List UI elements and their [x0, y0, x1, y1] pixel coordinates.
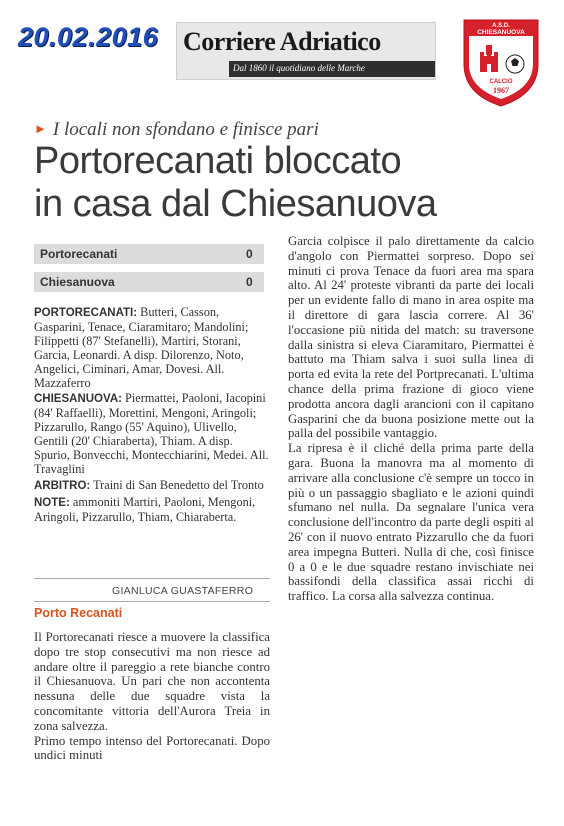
match-lineups: [34, 306, 270, 527]
body-paragraph: Garcia colpisce il palo direttamente da calcio d'angolo con Piermattei sorpreso. Dopo sei minuti ci prova Tenace da fuori area ma spara alto. Al 24' proteste vibranti da parte dei locali per un evidente fallo di mano in area ospite ma il direttore di gara lascia correre. Al 36' l'occasione più nitida del match: su traversone dalla sinistra si eleva Ciaramitaro, Piermattei è battuto ma Thiam salva i suoi sulla linea di porta ed evita la rete del Portprecanati. L'ultima chance della prima frazione di gioco viene prodotta ancora dagli arancioni con il capitano Gasparini che da buona posizione mette out la palla del possibile vantaggio.: [288, 234, 534, 441]
headline-line-1: Portorecanati bloccato: [34, 140, 402, 182]
headline-line-2: in casa dal Chiesanuova: [34, 183, 437, 225]
crest-year-text: 1967: [493, 86, 509, 95]
notes-label: NOTE:: [34, 496, 70, 509]
referee-label: ARBITRO:: [34, 479, 91, 492]
body-paragraph: Il Portorecanati riesce a muovere la classifica dopo tre stop consecutivi ma non riesce ad andare oltre il pareggio a rete bianche contro il Chiesanuova. Un pari che non accontenta nessuna delle due squadre vista la concomitante vittoria dell'Aurora Treia in zona salvezza.: [34, 630, 270, 733]
scoreboard-row: [34, 272, 264, 292]
article-headline: [34, 140, 437, 226]
article-body-right: [288, 234, 534, 604]
article-body-left: [34, 630, 270, 763]
away-lineup-label: CHIESANUOVA:: [34, 393, 122, 406]
divider: [34, 578, 270, 579]
home-lineup-text: Butteri, Casson, Gasparini, Tenace, Ciaramitaro; Mandolini; Filippetti (87' Stefanelli), Martiri, Storani, Garcia, Leonardi. A disp. Dilorenzo, Noto, Angelici, Ciminari, Amar, Dovesi. All. Mazzaferro: [34, 305, 249, 390]
author-byline: GIANLUCA GUASTAFERRO: [112, 585, 254, 597]
body-paragraph: La ripresa è il cliché della prima parte della gara. Buona la manovra ma al momento di arrivare alla conclusione c'è sempre un tocco in più o un passaggio sbagliato e le azioni quindi sfumano nel nulla. Da segnalare l'unica vera conclusione dell'incontro da parte degli ospiti al 26' con il nuovo entrato Pizzarullo che da fuori area impegna Butteri. Nulla di che, così finisce 0 a 0 e le due squadre restano invischiate nei bassifondi della classifica assai ricchi di traffico. La corsa alla salvezza continua.: [288, 441, 534, 604]
publication-date: 20.02.2016: [18, 22, 159, 52]
club-crest-logo: [458, 12, 544, 108]
crest-sport-text: CALCIO: [489, 79, 513, 85]
match-notes: [34, 496, 270, 525]
referee-info: [34, 479, 270, 494]
kicker-arrow-icon: ►: [34, 121, 47, 136]
crest-top-text: A.S.D.: [492, 23, 510, 29]
notes-text: ammoniti Martiri, Paoloni, Mengoni, Aringoli, Pizzarullo, Thiam, Chiaraberta.: [34, 494, 256, 524]
crest-club-name: CHIESANUOVA: [477, 29, 525, 36]
kicker-text: I locali non sfondano e finisce pari: [52, 119, 319, 140]
away-lineup-text: Piermattei, Paoloni, Iacopini (84' Raffaelli), Morettini, Mengoni, Aringoli; Pizzarullo, Rango (55' Aquino), Ulivello, Gentili (20' Chiaraberta), Thiam. A disp. Spurio, Bonvecchi, Montecchiarini, Medei. All. Travaglini: [34, 391, 269, 476]
newspaper-subtitle: Dal 1860 il quotidiano delle Marche: [233, 63, 365, 73]
scoreboard-team: Chiesanuova: [40, 275, 115, 289]
newspaper-title: Corriere Adriatico: [183, 27, 381, 56]
section-label: Porto Recanati: [34, 606, 123, 620]
body-paragraph: Primo tempo intenso del Portorecanati. Dopo undici minuti: [34, 733, 270, 763]
article-kicker: [34, 119, 319, 141]
home-lineup: [34, 306, 270, 390]
newspaper-masthead: [176, 22, 436, 80]
divider: [34, 601, 270, 602]
scoreboard-score: 0: [246, 247, 253, 261]
referee-text: Traini di San Benedetto del Tronto: [93, 477, 264, 492]
scoreboard-score: 0: [246, 275, 253, 289]
away-lineup: [34, 392, 270, 476]
scoreboard-team: Portorecanati: [40, 247, 118, 261]
scoreboard-row: [34, 244, 264, 264]
home-lineup-label: PORTORECANATI:: [34, 307, 138, 319]
